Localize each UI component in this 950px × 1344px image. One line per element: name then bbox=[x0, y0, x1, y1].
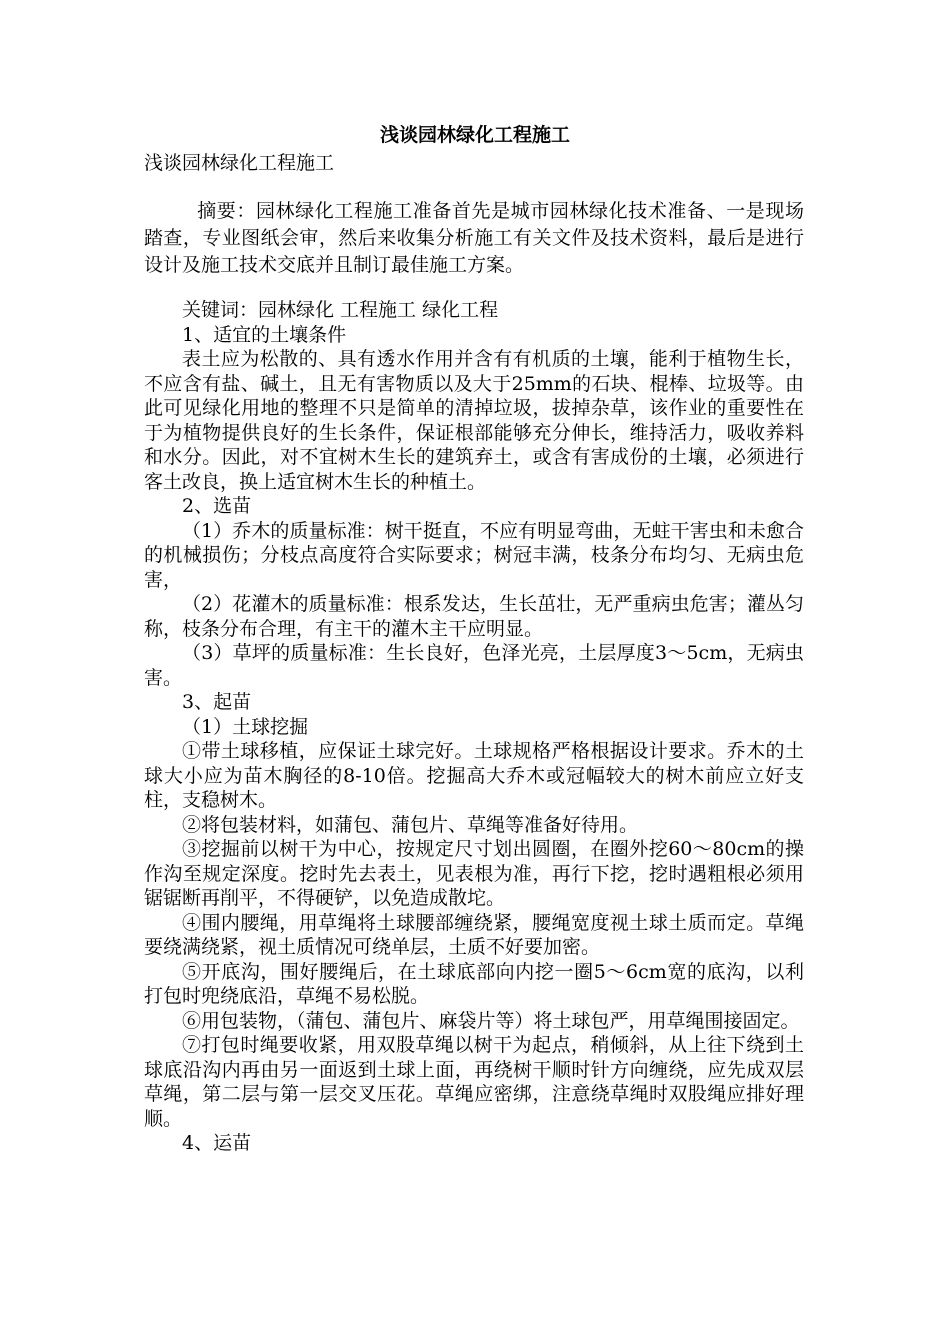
body-paragraph: ③挖掘前以树干为中心，按规定尺寸划出圆圈，在圈外挖60～80cm的操作沟至规定深度。挖时先去表土，见表根为准，再行下挖，挖时遇粗根必须用锯锯断再削平，不得硬铲，以免造成散坨。 bbox=[144, 838, 804, 909]
section-heading-soil: 1、适宜的土壤条件 bbox=[182, 323, 347, 346]
body-paragraph: （3）草坪的质量标准：生长良好，色泽光亮，土层厚度3～5cm，无病虫害。 bbox=[144, 642, 804, 689]
body-paragraph: ⑤开底沟，围好腰绳后，在土球底部向内挖一圈5～6cm宽的底沟，以利打包时兜绕底沿，草绳不易松脱。 bbox=[144, 960, 804, 1007]
body-paragraph: ⑥用包装物，（蒲包、蒲包片、麻袋片等）将土球包严，用草绳围接固定。 bbox=[182, 1009, 800, 1032]
subsection-heading: （1）土球挖掘 bbox=[182, 715, 309, 738]
document-subtitle: 浅谈园林绿化工程施工 bbox=[144, 152, 335, 174]
section-heading-selection: 2、选苗 bbox=[182, 495, 252, 517]
section-heading-transport: 4、运苗 bbox=[182, 1132, 252, 1154]
body-paragraph: ④围内腰绳，用草绳将土球腰部缠绕紧，腰绳宽度视土球土质而定。草绳要绕满绕紧，视土质情况可绕单层，土质不好要加密。 bbox=[144, 911, 804, 958]
body-paragraph: ②将包装材料，如蒲包、蒲包片、草绳等准备好待用。 bbox=[182, 813, 639, 836]
body-paragraph: 表土应为松散的、具有透水作用并含有有机质的土壤，能利于植物生长，不应含有盐、碱土，且无有害物质以及大于25mm的石块、棍棒、垃圾等。由此可见绿化用地的整理不只是简单的清掉垃圾，拔掉杂草，该作业的重要性在于为植物提供良好的生长条件，保证根部能够充分伸长，维持活力，吸收养料和水分。因此，对不宜树木生长的建筑弃土，或含有害成份的土壤，必须进行客土改良，换上适宜树木生长的种植土。 bbox=[144, 348, 804, 493]
body-paragraph: （2）花灌木的质量标准：根系发达，生长茁壮，无严重病虫危害；灌丛匀称，枝条分布合理，有主干的灌木主干应明显。 bbox=[144, 593, 804, 640]
body-paragraph: （1）乔木的质量标准：树干挺直，不应有明显弯曲，无蛀干害虫和未愈合的机械损伤；分枝点高度符合实际要求；树冠丰满，枝条分布均匀、无病虫危害， bbox=[144, 519, 804, 591]
section-heading-lifting: 3、起苗 bbox=[182, 691, 252, 713]
keywords-paragraph: 关键词：园林绿化 工程施工 绿化工程 bbox=[182, 299, 499, 321]
abstract-section bbox=[144, 198, 804, 279]
main-body bbox=[144, 298, 804, 1156]
body-paragraph: ①带土球移植，应保证土球完好。土球规格严格根据设计要求。乔木的土球大小应为苗木胸径的8-10倍。挖掘高大乔木或冠幅较大的树木前应立好支柱，支稳树木。 bbox=[144, 740, 804, 811]
document-title: 浅谈园林绿化工程施工 bbox=[379, 124, 570, 146]
abstract-paragraph: 摘要：园林绿化工程施工准备首先是城市园林绿化技术准备、一是现场踏查，专业图纸会审，然后来收集分析施工有关文件及技术资料，最后是进行设计及施工技术交底并且制订最佳施工方案。 bbox=[144, 200, 804, 276]
body-paragraph: ⑦打包时绳要收紧，用双股草绳以树干为起点，稍倾斜，从上往下绕到土球底沿沟内再由另一面返到土球上面，再绕树干顺时针方向缠绕，应先成双层草绳，第二层与第一层交叉压花。草绳应密绑，注意绕草绳时双股绳应排好理顺。 bbox=[144, 1034, 804, 1130]
